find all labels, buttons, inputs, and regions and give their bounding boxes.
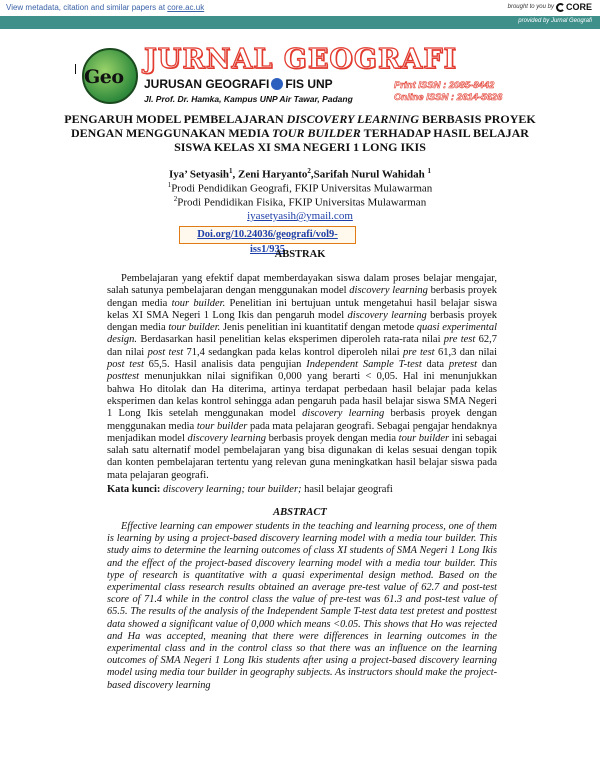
journal-department xyxy=(144,77,333,91)
abstrak-paragraph: Pembelajaran yang efektif dapat memberdayakan siswa dalam proses belajar mengajar, salah satunya pembelajaran dengan menggunakan model discovery learning berbasis proyek dengan media tour builder. Penelitian ini bertujuan untuk mengetahui hasil belajar siswa kelas XI SMA Negeri 1 Long Ikis dan pengaruh model discovery learning berbasis proyek dengan media tour builder. Jenis penelitian ini kuantitatif dengan metode quasi experimental design. Berdasarkan hasil penelitian kelas eksperimen diperoleh rata-rata nilai pre test 62,7 dan nilai post test 71,4 sedangkan pada kelas kontrol diperoleh nilai pre test 61,3 dan nilai post test 65,5. Hasil analisis data pengujian Independent Sample T-test data pretest dan posttest menunjukkan nilai signifikan 0,000 yang berarti < 0,05. Hal ini menunjukkan bahwa Ho ditolak dan Ha diterima, artinya terdapat perbedaan hasil belajar pada kelas eksperimen dan kelas kontrol sehingga adan pengaruh pada hasil belajar siswa SMA Negeri 1 Long Ikis setelah menggunakan model discovery learning berbasis proyek dengan menggunakan media tour builder pada mata pelajaran geografi. Sebagai pengajar hendaknya menjadikan model discovery learning berbasis proyek dengan media tour builder ini sebagai salah satu alternatif model pembelajaran yang bisa digunakan di kelas sesuai dengan topik dan konten pembelajaran tertentu yang relevan guna meningkatkan hasil belajar siswa pada mata pelajaran geografi. xyxy=(107,273,498,481)
keywords-rest: hasil belajar geografi xyxy=(301,484,393,496)
journal-header xyxy=(76,44,536,106)
core-logo xyxy=(556,2,592,12)
keywords-label: Kata kunci: xyxy=(107,484,161,496)
author-3-sup: 1 xyxy=(427,167,431,175)
core-link-prefix: View metadata, citation and similar papers at xyxy=(6,3,168,12)
provided-by-text[interactable]: provided by Jurnal Geografi xyxy=(518,18,592,24)
affil-1-sup: 1 xyxy=(167,181,172,189)
print-issn: Print ISSN : 2085-8442 xyxy=(394,80,495,91)
issn-box xyxy=(394,80,502,104)
abstract-paragraph: Effective learning can empower students in the teaching and learning process, one of them is learning by using a project-based discovery learning model with a media tour builder. This study aims to determine the learning outcomes of class XI students of SMA Negeri 1 Long Ikis and the effect of the project-based discovery learning model with a media tour builder. This type of research is quantitative with a quasi experimental design method. Based on the experimental class research results obtained an average pre-test value of 62.7 and post-test score of 71.4 while in the control class the value of pre-test was 61.3 and post-test value of 65.5. The results of the analysis of the Independent Sample T-test data test pretest and posttest data showed a significant value of 0,000 which means <0.05. This shows that Ho was rejected and Ha was accepted, meaning that there were differences in learning outcomes in the experimental class and in the control class so that there was an influence on the learning outcomes of SMA Negeri 1 Long Ikis students after using a project-based discovery learning model using media tour builder in geography subjects. As instructors should make the project-based discovery learning xyxy=(107,521,497,691)
authors-line: Iya’ Setyasih$^1$, Zeni Haryanto$^2$,Sarifah Nurul Wahidah $^1$ xyxy=(169,167,431,181)
abstrak-body xyxy=(107,273,497,496)
doi-link[interactable]: Doi.org/10.24036/geografi/vol9-iss1/935 xyxy=(179,226,356,244)
affil-1-text: Prodi Pendidikan Geografi, FKIP Universitas Mulawarman xyxy=(171,182,433,195)
core-logo-label: CORE xyxy=(565,2,592,12)
online-issn: Online ISSN : 2614-5626 xyxy=(394,92,503,103)
keywords-line xyxy=(107,484,497,496)
affiliation-2 xyxy=(60,195,540,209)
author-email-link[interactable]: iyasetyasih@ymail.com xyxy=(247,210,353,222)
core-banner xyxy=(0,0,600,16)
core-brought-by[interactable] xyxy=(508,2,592,12)
author-2: Zeni Haryanto xyxy=(238,168,308,181)
title-text-2: BERBASIS PROYEK DENGAN MENGGUNAKAN MEDIA xyxy=(71,112,536,140)
affil-2-text: Prodi Pendidikan Fisika, FKIP Universitas Mulawarman xyxy=(177,196,427,209)
brought-by-text: brought to you by xyxy=(507,4,554,10)
abstract-heading: ABSTRACT xyxy=(273,507,327,518)
unp-badge-icon xyxy=(271,78,283,90)
core-logo-icon xyxy=(556,3,565,12)
title-italic-2: TOUR BUILDER xyxy=(272,126,361,140)
dept-right: FIS UNP xyxy=(285,77,333,91)
author-1: Iya’ Setyasih xyxy=(169,168,230,181)
author-3: Sarifah Nurul Wahidah xyxy=(313,168,425,181)
journal-address: Jl. Prof. Dr. Hamka, Kampus UNP Air Tawar, Padang xyxy=(144,94,353,104)
keywords-italic: discovery learning; tour builder; xyxy=(160,484,302,496)
title-text-3: TERHADAP HASIL BELAJAR SISWA KELAS XI SMA NEGERI 1 LONG IKIS xyxy=(174,126,529,154)
title-text-1: PENGARUH MODEL PEMBELAJARAN xyxy=(64,112,287,126)
article-title xyxy=(60,112,540,154)
abstract-body xyxy=(107,521,497,692)
core-link-domain[interactable]: core.ac.uk xyxy=(167,3,205,12)
abstrak-heading: ABSTRAK xyxy=(274,249,326,260)
title-italic-1: DISCOVERY LEARNING xyxy=(286,112,419,126)
logo-text: Geo xyxy=(84,66,124,88)
provided-by-bar xyxy=(0,16,600,29)
author-2-sup: 2 xyxy=(307,167,311,175)
dept-left: JURUSAN GEOGRAFI xyxy=(144,77,270,91)
affiliation-1 xyxy=(60,181,540,195)
journal-title: JURNAL GEOGRAFI xyxy=(144,44,458,75)
author-1-sup: 1 xyxy=(229,167,233,175)
core-metadata-link[interactable] xyxy=(6,3,204,12)
affil-2-sup: 2 xyxy=(173,195,178,203)
